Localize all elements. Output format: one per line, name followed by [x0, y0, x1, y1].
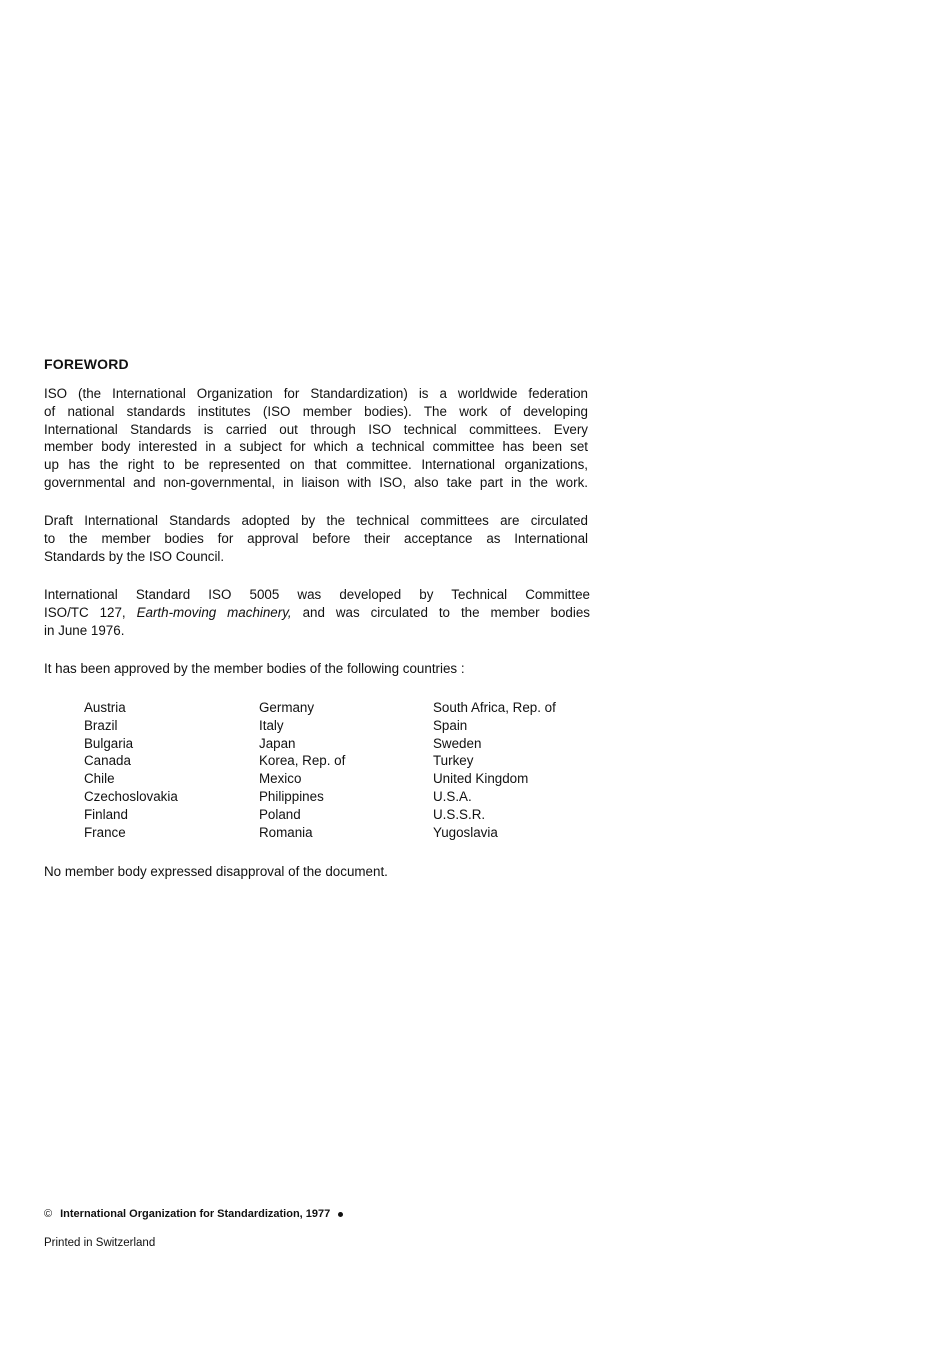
- country-name: Japan: [259, 735, 296, 751]
- foreword-paragraph-1: [44, 385, 588, 492]
- country-name: Spain: [433, 717, 468, 733]
- country-name: U.S.S.R.: [433, 806, 486, 822]
- copyright-line: [44, 1208, 343, 1220]
- country-name: Brazil: [84, 717, 118, 733]
- paragraph-line: Standards by the ISO Council.: [44, 548, 225, 564]
- paragraph-line: governmental and non-governmental, in liaison with ISO, also take part in the work.: [44, 474, 588, 490]
- country-name: Germany: [259, 700, 315, 715]
- copyright-text: International Organization for Standardization, 1977: [60, 1208, 331, 1220]
- foreword-paragraph-3: [44, 586, 590, 639]
- country-name: Poland: [259, 806, 301, 822]
- country-name: Canada: [84, 753, 131, 769]
- country-name: Romania: [259, 824, 313, 840]
- country-name: Philippines: [259, 788, 324, 804]
- paragraph-line: Draft International Standards adopted by the technical committees are circulated: [44, 513, 588, 528]
- country-name: South Africa, Rep. of: [433, 700, 556, 715]
- paragraph-line: International Standard ISO 5005 was developed by Technical Committee: [44, 587, 590, 602]
- paragraph-line: of national standards institutes (ISO member bodies). The work of developing: [44, 403, 588, 419]
- country-column-2: [259, 699, 345, 841]
- foreword-heading: FOREWORD: [44, 356, 129, 372]
- committee-title: Earth-moving machinery,: [136, 604, 292, 620]
- paragraph-line: member body interested in a subject for which a technical committee has been set: [44, 439, 588, 455]
- paragraph-line: in June 1976.: [44, 622, 125, 638]
- country-name: Austria: [84, 700, 126, 715]
- paragraph-line: ISO (the International Organization for Standardization) is a worldwide federation: [44, 386, 588, 401]
- country-name: U.S.A.: [433, 788, 472, 804]
- paragraph-line: to the member bodies for approval before their acceptance as International: [44, 530, 588, 546]
- paragraph-line: International Standards is carried out through ISO technical committees. Every: [44, 421, 588, 437]
- printed-in-note: Printed in Switzerland: [44, 1237, 156, 1249]
- country-name: Italy: [259, 717, 284, 733]
- country-name: Yugoslavia: [433, 824, 498, 840]
- country-name: Mexico: [259, 771, 302, 787]
- country-name: Korea, Rep. of: [259, 753, 346, 769]
- country-name: United Kingdom: [433, 771, 529, 787]
- bullet-dot-icon: [338, 1212, 343, 1217]
- country-name: Finland: [84, 806, 128, 822]
- country-column-1: [84, 699, 178, 841]
- country-name: Sweden: [433, 735, 482, 751]
- country-column-3: [433, 699, 556, 841]
- country-name: Chile: [84, 771, 115, 787]
- paragraph-line: [44, 604, 590, 622]
- country-name: Bulgaria: [84, 735, 134, 751]
- foreword-paragraph-4: It has been approved by the member bodies of the following countries :: [44, 661, 465, 676]
- country-name: France: [84, 824, 126, 840]
- foreword-paragraph-2: [44, 512, 588, 565]
- text-run: ISO/TC 127,: [44, 604, 137, 620]
- text-run: and was circulated to the member bodies: [291, 604, 590, 620]
- paragraph-line: up has the right to be represented on that committee. International organizations,: [44, 457, 588, 473]
- copyright-symbol: ©: [44, 1208, 53, 1220]
- country-name: Czechoslovakia: [84, 788, 178, 804]
- foreword-paragraph-5: No member body expressed disapproval of the document.: [44, 864, 388, 879]
- country-name: Turkey: [433, 753, 474, 769]
